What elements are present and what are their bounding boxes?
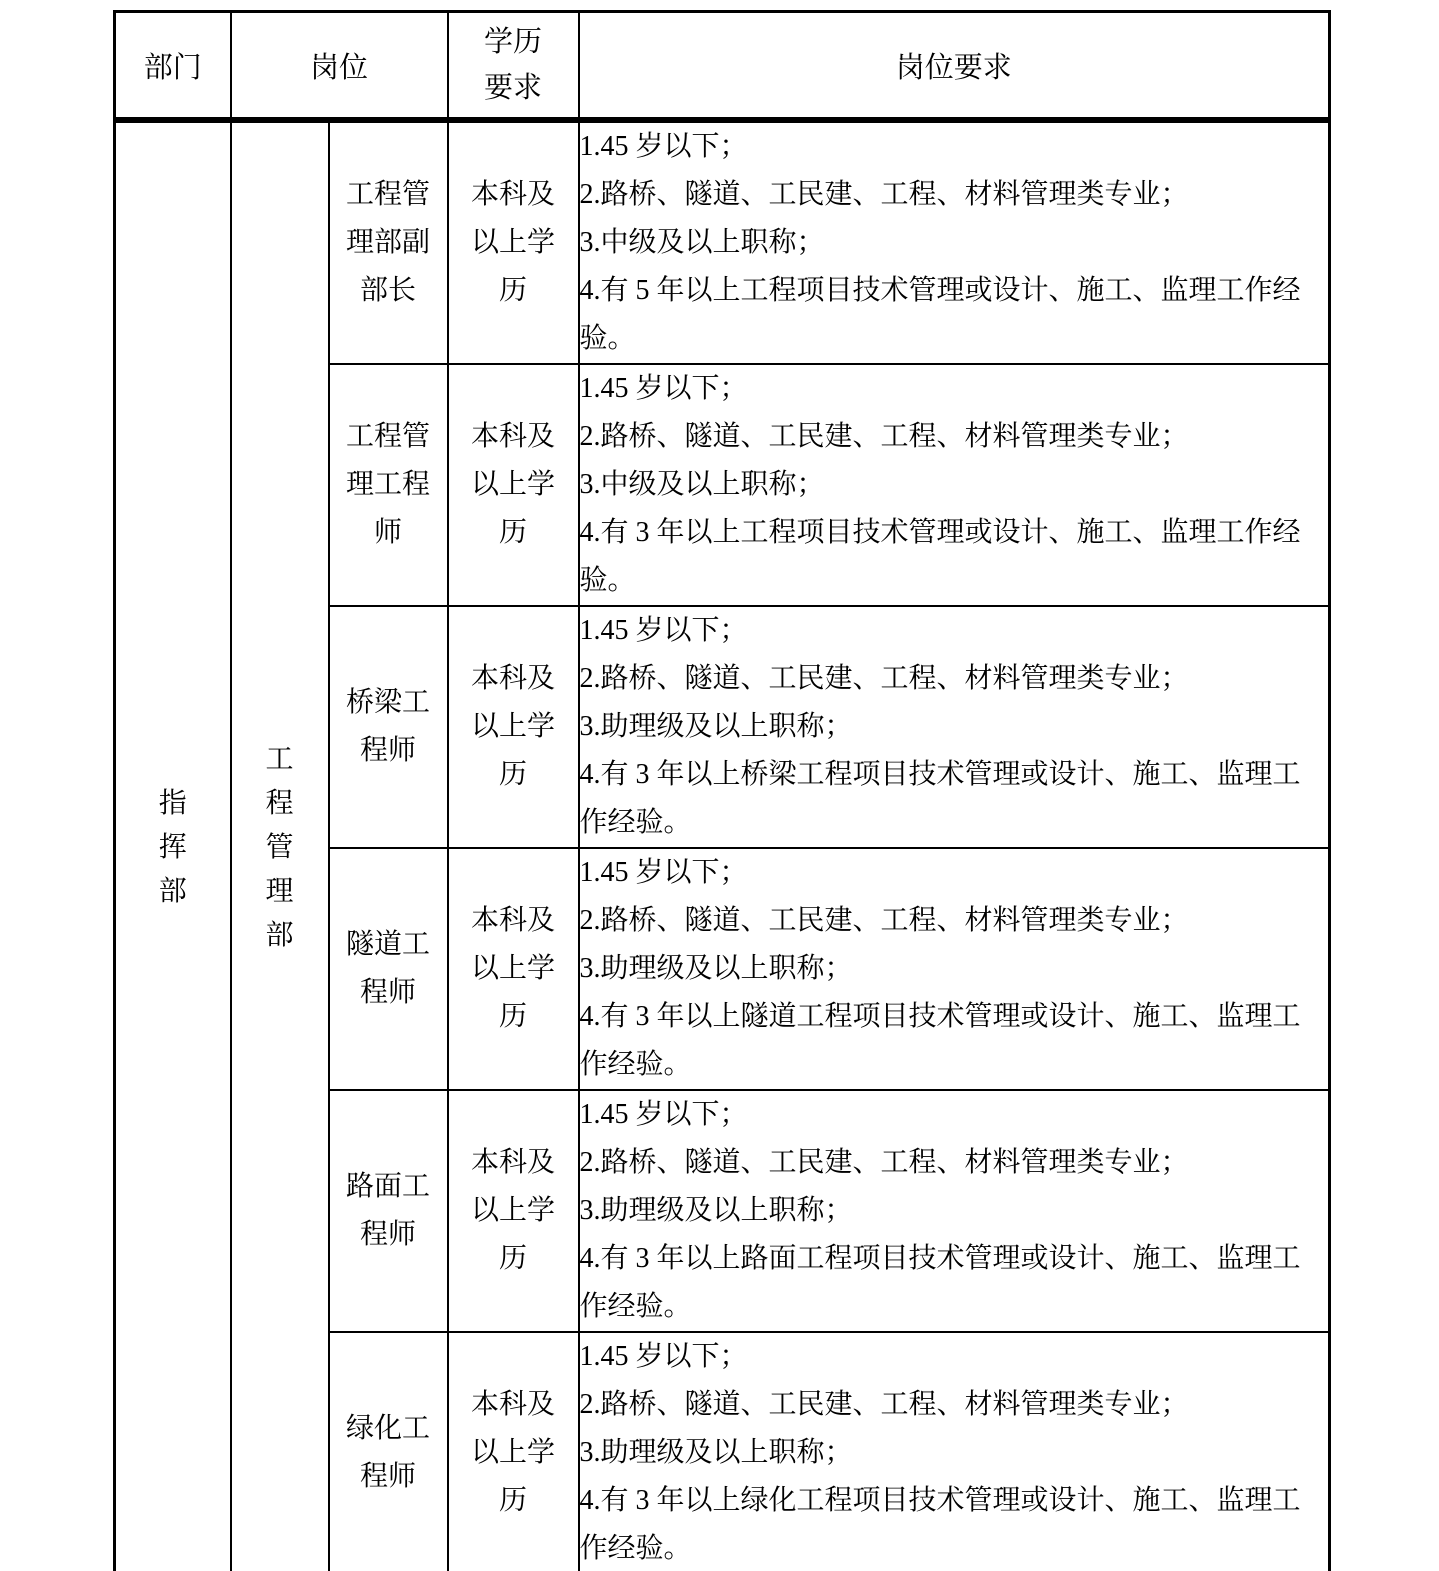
- requirement-item: 3.中级及以上职称；: [579, 469, 825, 500]
- requirement-item: 2.路桥、隧道、工民建、工程、材料管理类专业；: [579, 1389, 1189, 1420]
- education-cell: [448, 1332, 579, 1571]
- requirements-cell: [579, 120, 1330, 364]
- header-education-label: 学历要求: [484, 26, 543, 104]
- header-row: [115, 12, 1330, 121]
- requirement-item: 1.45 岁以下；: [579, 1099, 748, 1130]
- requirement-item: 3.助理级及以上职称；: [579, 953, 853, 984]
- requirement-item: 4.有 3 年以上工程项目技术管理或设计、施工、监理工作经验。: [579, 517, 1301, 596]
- table-row: [115, 120, 1330, 364]
- position-label: 工程管理工程师: [345, 421, 430, 548]
- header-department: 部门: [115, 12, 231, 121]
- education-label: 本科及以上学历: [471, 905, 556, 1032]
- department-label: 指挥部: [158, 788, 187, 907]
- requirements-cell: [579, 1332, 1330, 1571]
- position-label: 隧道工程师: [345, 929, 430, 1008]
- requirement-item: 1.45 岁以下；: [579, 857, 748, 888]
- requirements-cell: [579, 606, 1330, 848]
- requirement-item: 1.45 岁以下；: [579, 615, 748, 646]
- header-education: [448, 12, 579, 121]
- header-requirements: 岗位要求: [579, 12, 1330, 121]
- position-label: 路面工程师: [345, 1171, 430, 1250]
- requirement-item: 4.有 3 年以上绿化工程项目技术管理或设计、施工、监理工作经验。: [579, 1485, 1301, 1564]
- requirement-item: 1.45 岁以下；: [579, 1341, 748, 1372]
- education-label: 本科及以上学历: [471, 421, 556, 548]
- requirement-item: 1.45 岁以下；: [579, 131, 748, 162]
- position-cell: [329, 848, 448, 1090]
- requirement-item: 2.路桥、隧道、工民建、工程、材料管理类专业；: [579, 663, 1189, 694]
- requirement-item: 4.有 3 年以上路面工程项目技术管理或设计、施工、监理工作经验。: [579, 1243, 1301, 1322]
- requirement-item: 3.助理级及以上职称；: [579, 1437, 853, 1468]
- education-cell: [448, 120, 579, 364]
- requirement-item: 4.有 3 年以上隧道工程项目技术管理或设计、施工、监理工作经验。: [579, 1001, 1301, 1080]
- position-cell: [329, 606, 448, 848]
- education-cell: [448, 848, 579, 1090]
- position-cell: [329, 364, 448, 606]
- education-cell: [448, 606, 579, 848]
- position-label: 工程管理部副部长: [345, 179, 430, 306]
- requirement-item: 3.助理级及以上职称；: [579, 711, 853, 742]
- position-cell: [329, 120, 448, 364]
- education-label: 本科及以上学历: [471, 179, 556, 306]
- education-label: 本科及以上学历: [471, 1147, 556, 1274]
- requirement-item: 4.有 3 年以上桥梁工程项目技术管理或设计、施工、监理工作经验。: [579, 759, 1301, 838]
- requirement-item: 3.助理级及以上职称；: [579, 1195, 853, 1226]
- requirement-item: 2.路桥、隧道、工民建、工程、材料管理类专业；: [579, 179, 1189, 210]
- department-cell: [115, 120, 231, 1571]
- sub-department-cell: [231, 120, 329, 1571]
- education-label: 本科及以上学历: [471, 663, 556, 790]
- education-label: 本科及以上学历: [471, 1389, 556, 1516]
- requirement-item: 2.路桥、隧道、工民建、工程、材料管理类专业；: [579, 905, 1189, 936]
- recruitment-table: [113, 10, 1331, 1571]
- education-cell: [448, 1090, 579, 1332]
- requirement-item: 1.45 岁以下；: [579, 373, 748, 404]
- header-position: 岗位: [231, 12, 448, 121]
- requirements-cell: [579, 1090, 1330, 1332]
- requirement-item: 2.路桥、隧道、工民建、工程、材料管理类专业；: [579, 1147, 1189, 1178]
- requirement-item: 3.中级及以上职称；: [579, 227, 825, 258]
- requirements-cell: [579, 364, 1330, 606]
- education-cell: [448, 364, 579, 606]
- requirements-cell: [579, 848, 1330, 1090]
- position-label: 桥梁工程师: [345, 687, 430, 766]
- position-cell: [329, 1090, 448, 1332]
- sub-department-label: 工程管理部: [265, 744, 294, 951]
- position-cell: [329, 1332, 448, 1571]
- requirement-item: 4.有 5 年以上工程项目技术管理或设计、施工、监理工作经验。: [579, 275, 1301, 354]
- requirement-item: 2.路桥、隧道、工民建、工程、材料管理类专业；: [579, 421, 1189, 452]
- position-label: 绿化工程师: [345, 1413, 430, 1492]
